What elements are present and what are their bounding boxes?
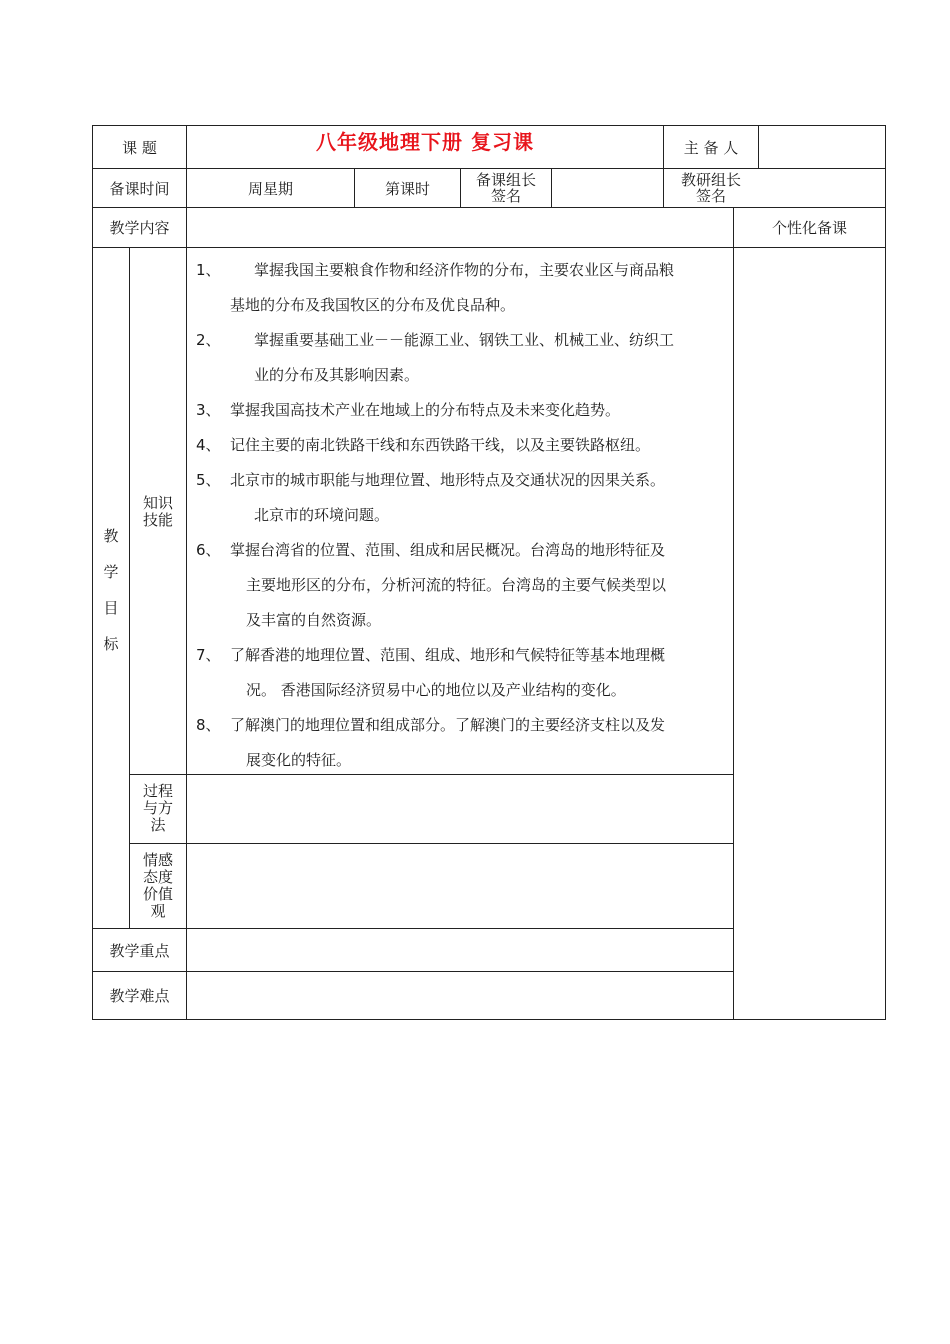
objective-line: 了解香港的地理位置、范围、组成、地形和气候特征等基本地理概 (230, 646, 666, 664)
objective-number: 5、 (196, 471, 221, 489)
group-leader-label-line2: 签名 (490, 187, 521, 205)
objective-item-1 (196, 253, 724, 323)
emotion-label-line4: 观 (150, 902, 166, 920)
objective-item-7 (196, 638, 724, 708)
objective-line: 掌握我国高技术产业在地域上的分布特点及未来变化趋势。 (230, 401, 621, 419)
knowledge-label-line1: 知识 (142, 494, 173, 512)
objective-line: 了解澳门的地理位置和组成部分。了解澳门的主要经济支柱以及发 (230, 716, 666, 734)
emotion-label-line1: 情感 (142, 851, 173, 869)
objective-number: 6、 (196, 541, 221, 559)
personal-prep-label: 个性化备课 (771, 219, 847, 237)
key-points-label: 教学重点 (109, 941, 170, 960)
objective-item-2 (196, 323, 724, 393)
topic-label: 课 题 (122, 138, 157, 157)
objective-line: 及丰富的自然资源。 (246, 611, 382, 629)
objective-line: 展变化的特征。 (246, 751, 352, 769)
objective-item-6 (196, 533, 724, 638)
knowledge-label-line2: 技能 (142, 511, 173, 529)
objective-item-4 (196, 428, 724, 463)
objectives-char-3: 目 (103, 599, 119, 617)
process-label-line3: 法 (150, 816, 166, 834)
objective-item-5 (196, 463, 724, 533)
lesson-title: 八年级地理下册 复习课 (316, 129, 534, 154)
objective-number: 2、 (196, 331, 221, 349)
objective-item-3 (196, 393, 724, 428)
objectives-char-4: 标 (103, 635, 119, 653)
objective-number: 8、 (196, 716, 221, 734)
group-leader-signature[interactable] (552, 169, 663, 207)
teaching-content-label: 教学内容 (109, 219, 170, 237)
emotion-label-line3: 价值 (142, 885, 173, 903)
process-method-value[interactable] (187, 775, 733, 843)
emotion-attitude-label (130, 852, 186, 920)
objective-line: 掌握我国主要粮食作物和经济作物的分布，主要农业区与商品粮 (254, 261, 675, 279)
objectives-char-1: 教 (103, 527, 119, 545)
emotion-label-line2: 态度 (142, 868, 173, 886)
group-leader-label (461, 169, 551, 207)
objective-number: 7、 (196, 646, 221, 664)
preparer-value[interactable] (759, 126, 885, 168)
knowledge-skills-label (130, 495, 186, 529)
teaching-objectives-label (93, 518, 129, 662)
objective-line: 业的分布及其影响因素。 (254, 366, 420, 384)
process-method-label (130, 783, 186, 834)
objective-line: 北京市的城市职能与地理位置、地形特点及交通状况的因果关系。 (230, 471, 666, 489)
personal-prep-area[interactable] (734, 248, 885, 1019)
research-leader-label-line2: 签名 (695, 187, 726, 205)
group-leader-label-line1: 备课组长 (475, 171, 536, 189)
research-leader-label-line1: 教研组长 (680, 171, 741, 189)
emotion-attitude-value[interactable] (187, 844, 733, 928)
research-leader-label (664, 169, 758, 207)
teaching-content-value[interactable] (187, 208, 733, 247)
difficult-points-label: 教学难点 (109, 987, 170, 1005)
objective-line: 况。 香港国际经济贸易中心的地位以及产业结构的变化。 (246, 681, 626, 699)
key-points-value[interactable] (187, 929, 733, 971)
process-label-line2: 与方 (142, 799, 173, 817)
prep-time-label: 备课时间 (109, 179, 170, 198)
objective-line: 掌握台湾省的位置、范围、组成和居民概况。台湾岛的地形特征及 (230, 541, 666, 559)
objective-line: 掌握重要基础工业－－能源工业、钢铁工业、机械工业、纺织工 (254, 331, 675, 349)
objectives-char-2: 学 (103, 563, 119, 581)
objective-item-8 (196, 708, 724, 778)
objective-number: 4、 (196, 436, 221, 454)
objective-line: 北京市的环境问题。 (254, 506, 390, 524)
process-label-line1: 过程 (142, 782, 173, 800)
period-label: 第课时 (384, 179, 430, 198)
week-label: 周星期 (247, 179, 293, 198)
difficult-points-value[interactable] (187, 972, 733, 1019)
objective-line: 主要地形区的分布，分析河流的特征。台湾岛的主要气候类型以 (246, 576, 667, 594)
objective-number: 1、 (196, 261, 221, 279)
preparer-label: 主 备 人 (683, 138, 739, 157)
objective-line: 基地的分布及我国牧区的分布及优良品种。 (230, 296, 516, 314)
objective-line: 记住主要的南北铁路干线和东西铁路干线，以及主要铁路枢纽。 (230, 436, 651, 454)
objective-number: 3、 (196, 401, 221, 419)
